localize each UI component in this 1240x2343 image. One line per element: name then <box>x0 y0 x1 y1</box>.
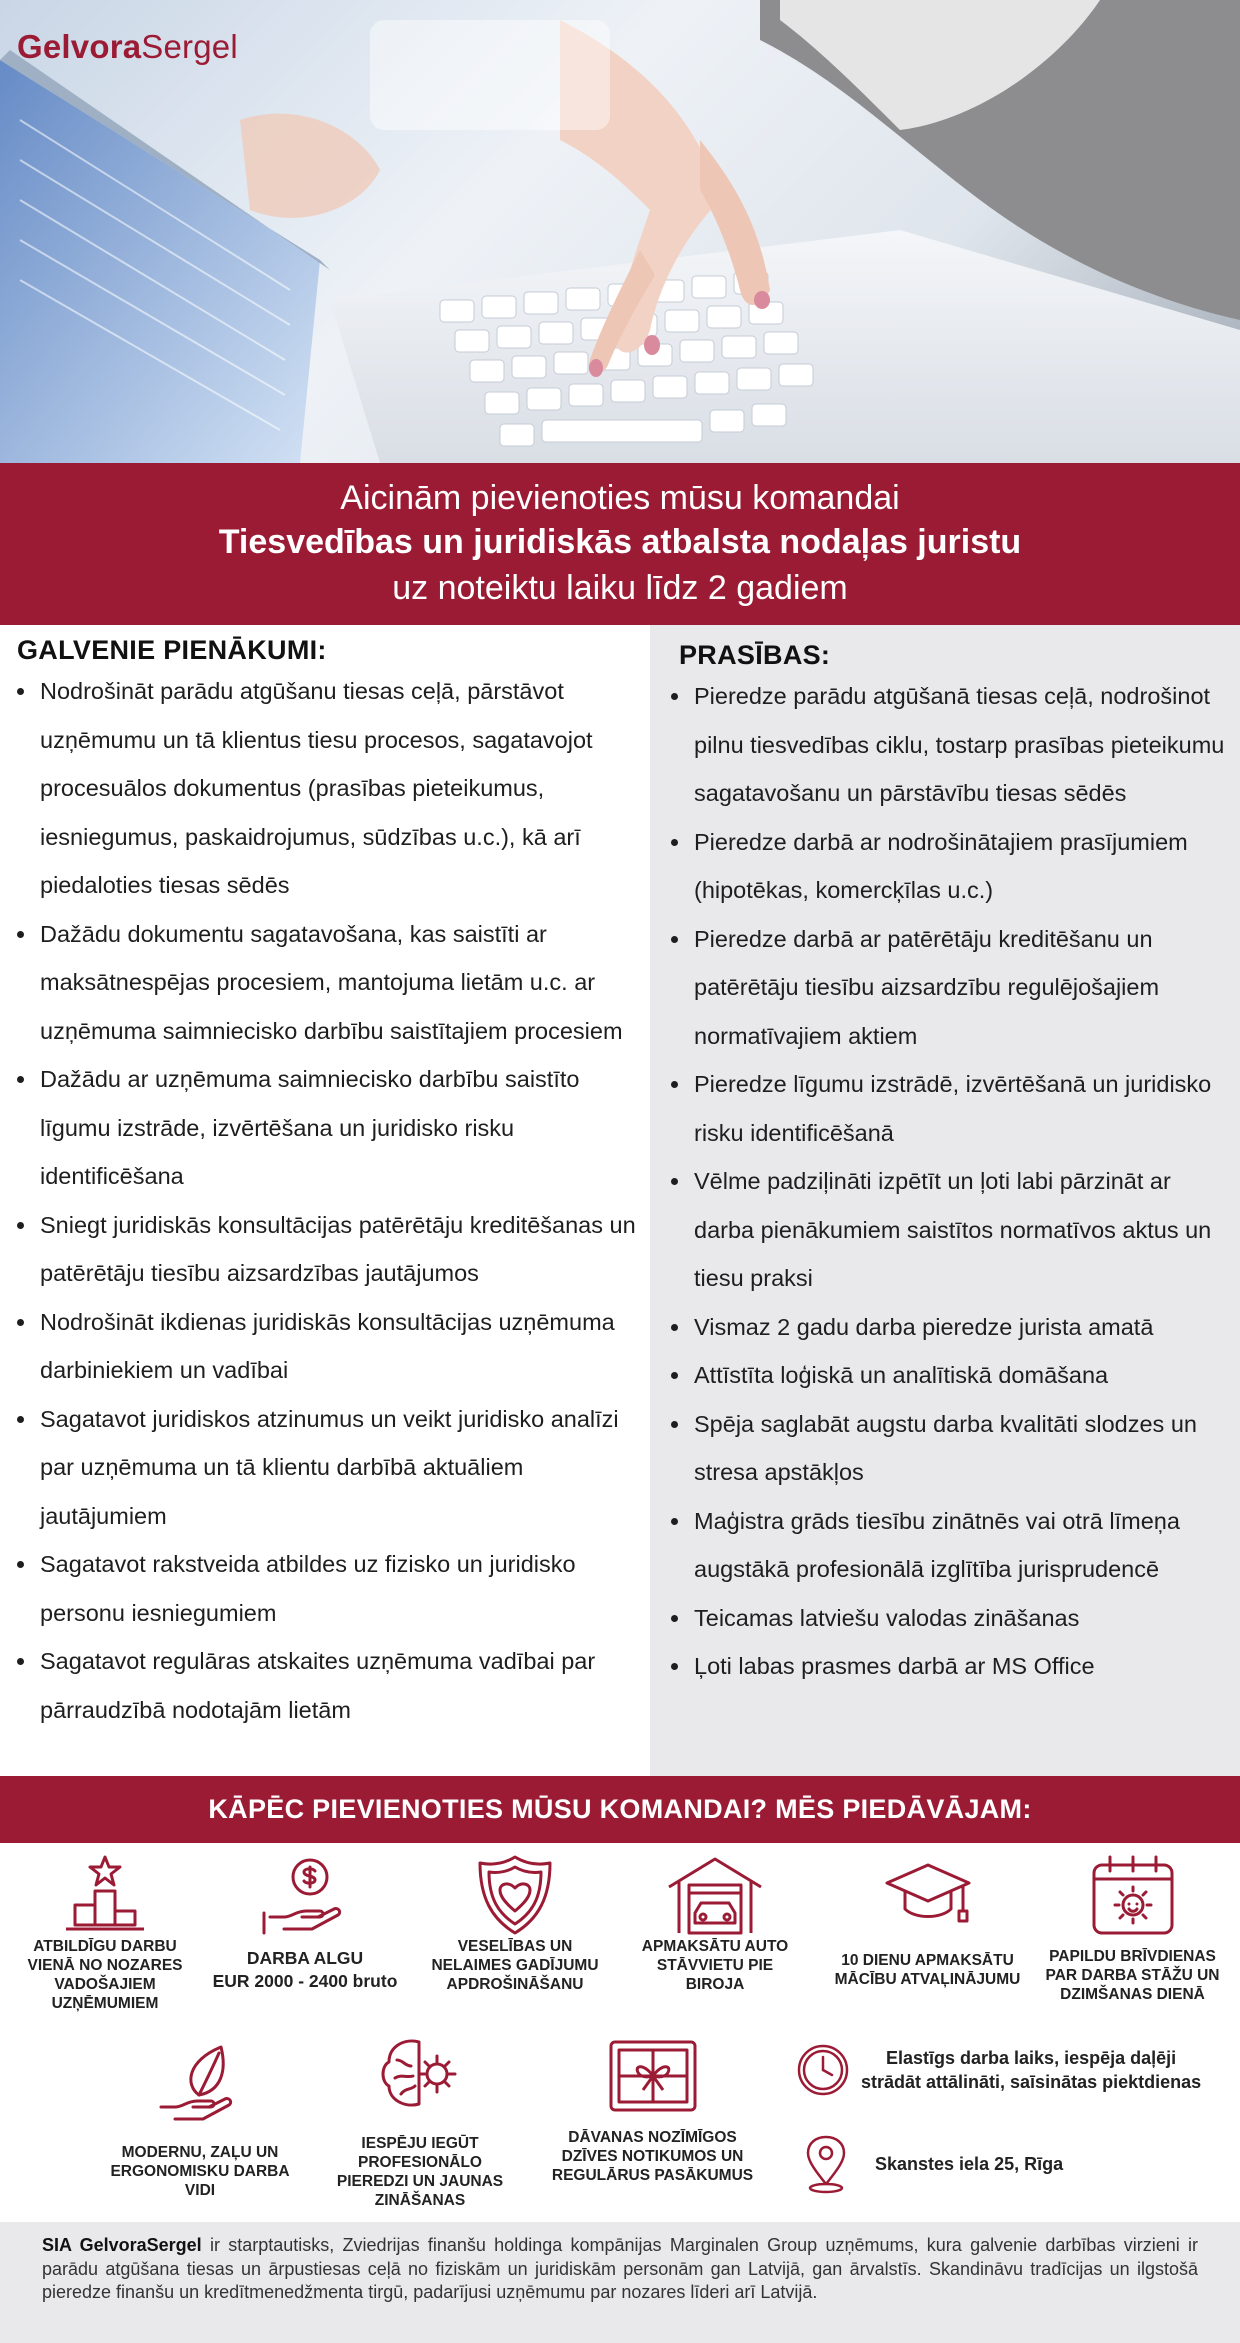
offer-title: KĀPĒC PIEVIENOTIES MŪSU KOMANDAI? MĒS PIEDĀVĀJAM: <box>0 1776 1240 1843</box>
duties-title: GALVENIE PIENĀKUMI: <box>17 635 327 665</box>
company-description <box>0 2222 1240 2343</box>
banner-term: uz noteiktu laiku līdz 2 gadiem <box>392 569 848 607</box>
requirement-item: Attīstīta loģiskā un analītiskā domāšana <box>670 1351 1230 1400</box>
company-description-body: ir starptautisks, Zviedrijas finanšu holdinga kompānijas Marginalen Group uzņēmums, kura galvenie darbības virzieni ir parādu atgūšana tiesas un ārpustiesas ceļā no fiziskām un juridiskām personām gan Latvijā, gan ārvalstīs. Skandināvu tradīcijas un ilgstošā pieredze finanšu un kredītmenedžmenta tirgū, padarījusi uzņēmumu par nozares līderi arī Latvijā. <box>42 2235 1199 2302</box>
requirement-item: Pieredze darbā ar patērētāju kreditēšanu un patērētāju tiesību aizsardzību regulējošajiem normatīvajiem aktiem <box>670 915 1230 1061</box>
benefit-extra-days <box>1035 1853 1230 2004</box>
money-hand-icon <box>260 1853 350 1937</box>
location-pin-icon <box>803 2134 849 2194</box>
banner-invite: Aicinām pievienoties mūsu komandai <box>340 479 900 517</box>
benefit-parking <box>620 1853 810 1994</box>
gift-icon <box>603 2034 703 2118</box>
office-location <box>803 2134 1223 2194</box>
duty-item: Nodrošināt parādu atgūšanu tiesas ceļā, pārstāvot uzņēmumu un tā klientus tiesu procesos, sagatavojot procesuālos dokumentus (prasības pieteikumus, iesniegumus, paskaidrojumus, sūdzības u.c.), kā arī piedaloties tiesas sēdēs <box>16 667 648 910</box>
hero-image <box>0 0 1240 463</box>
benefit-text: VESELĪBAS UN NELAIMES GADĪJUMU APDROŠINĀŠANU <box>431 1938 599 1993</box>
benefit-text: PAPILDU BRĪVDIENAS PAR DARBA STĀŽU UN DZIMŠANAS DIENĀ <box>1045 1948 1220 2003</box>
duty-item: Dažādu ar uzņēmuma saimniecisko darbību saistīto līgumu izstrāde, izvērtēšana un juridisko risku identificēšana <box>16 1055 648 1201</box>
duty-item: Sagatavot regulāras atskaites uzņēmuma vadībai par pārraudzībā nodotajām lietām <box>16 1637 648 1734</box>
benefit-text: MODERNU, ZAĻU UN ERGONOMISKU DARBA VIDI <box>110 2144 290 2199</box>
banner-job-title: Tiesvedības un juridiskās atbalsta nodaļas juristu <box>218 523 1022 561</box>
benefit-text: DĀVANAS NOZĪMĪGOS DZĪVES NOTIKUMOS UN REGULĀRUS PASĀKUMUS <box>551 2129 754 2184</box>
requirement-item: Teicamas latviešu valodas zināšanas <box>670 1594 1230 1643</box>
benefit-text: 10 DIENU APMAKSĀTU MĀCĪBU ATVAĻINĀJUMU <box>834 1952 1021 1988</box>
trophy-podium-icon <box>60 1853 150 1937</box>
requirements-title: PRASĪBAS: <box>679 640 831 670</box>
benefit-workplace <box>100 2041 300 2200</box>
benefit-salary <box>200 1853 410 1993</box>
duty-item: Dažādu dokumentu sagatavošana, kas saistīti ar maksātnespējas procesiem, mantojuma lietām u.c. ar uzņēmuma saimniecisko darbību saistītajiem procesiem <box>16 910 648 1056</box>
duties-section <box>0 625 650 1776</box>
clock-icon <box>795 2042 851 2098</box>
duty-item: Sagatavot rakstveida atbildes uz fizisko un juridisko personu iesniegumiem <box>16 1540 648 1637</box>
duty-item: Sniegt juridiskās konsultācijas patērētāju kreditēšanas un patērētāju tiesību aizsardzības jautājumos <box>16 1201 648 1298</box>
benefit-gifts <box>545 2034 760 2185</box>
company-logo: GelvoraSergel <box>17 28 238 65</box>
benefit-growth <box>320 2034 520 2210</box>
benefit-text: IESPĒJU IEGŪT PROFESIONĀLO PIEREDZI UN JAUNAS ZINĀŠANAS <box>336 2135 504 2209</box>
benefit-insurance <box>420 1853 610 1994</box>
location-text: Skanstes iela 25, Rīga <box>875 2154 1064 2174</box>
benefit-leading-company <box>10 1853 200 2013</box>
graduation-cap-icon <box>883 1853 973 1937</box>
hero-keyboard-photo <box>0 0 1240 463</box>
flexible-hours-text: Elastīgs darba laiks, iespēja daļēji strādāt attālināti, saīsinātas piektdienas <box>861 2048 1202 2092</box>
benefit-text: APMAKSĀTU AUTO STĀVVIETU PIE BIROJA <box>641 1938 789 1993</box>
duties-list <box>16 667 648 1734</box>
requirement-item: Ļoti labas prasmes darbā ar MS Office <box>670 1642 1230 1691</box>
heart-shield-icon <box>470 1853 560 1937</box>
garage-car-icon <box>665 1853 765 1937</box>
requirement-item: Vēlme padziļināti izpētīt un ļoti labi pārzināt ar darba pienākumiem saistītos normatīvos aktus un tiesu praksi <box>670 1157 1230 1303</box>
brain-gear-icon <box>375 2034 465 2118</box>
benefit-study-leave <box>820 1853 1035 1989</box>
duty-item: Sagatavot juridiskos atzinumus un veikt juridisko analīzi par uzņēmuma un tā klientu darbībā aktuāliem jautājumiem <box>16 1395 648 1541</box>
benefit-text: ATBILDĪGU DARBU VIENĀ NO NOZARES VADOŠAJIEM UZŅĒMUMIEM <box>27 1938 183 2012</box>
company-description-text <box>42 2234 1198 2305</box>
benefit-text: DARBA ALGU EUR 2000 - 2400 bruto <box>212 1948 398 1991</box>
requirement-item: Pieredze parādu atgūšanā tiesas ceļā, nodrošinot pilnu tiesvedības ciklu, tostarp prasības pieteikumu sagatavošanu un pārstāvību tiesas sēdēs <box>670 672 1230 818</box>
requirements-section <box>650 625 1240 1776</box>
title-banner <box>0 463 1240 625</box>
requirements-list <box>670 672 1230 1691</box>
leaf-hand-icon <box>155 2041 245 2125</box>
requirement-item: Spēja saglabāt augstu darba kvalitāti slodzes un stresa apstākļos <box>670 1400 1230 1497</box>
requirement-item: Pieredze darbā ar nodrošinātajiem prasījumiem (hipotēkas, komercķīlas u.c.) <box>670 818 1230 915</box>
requirement-item: Pieredze līgumu izstrādē, izvērtēšanā un juridisko risku identificēšanā <box>670 1060 1230 1157</box>
calendar-sun-icon <box>1088 1853 1178 1937</box>
company-name: SIA GelvoraSergel <box>42 2235 202 2255</box>
requirement-item: Vismaz 2 gadu darba pieredze jurista amatā <box>670 1303 1230 1352</box>
flexible-hours <box>795 2042 1235 2098</box>
duty-item: Nodrošināt ikdienas juridiskās konsultācijas uzņēmuma darbiniekiem un vadībai <box>16 1298 648 1395</box>
requirement-item: Maģistra grāds tiesību zinātnēs vai otrā līmeņa augstākā profesionālā izglītība jurisprudencē <box>670 1497 1230 1594</box>
